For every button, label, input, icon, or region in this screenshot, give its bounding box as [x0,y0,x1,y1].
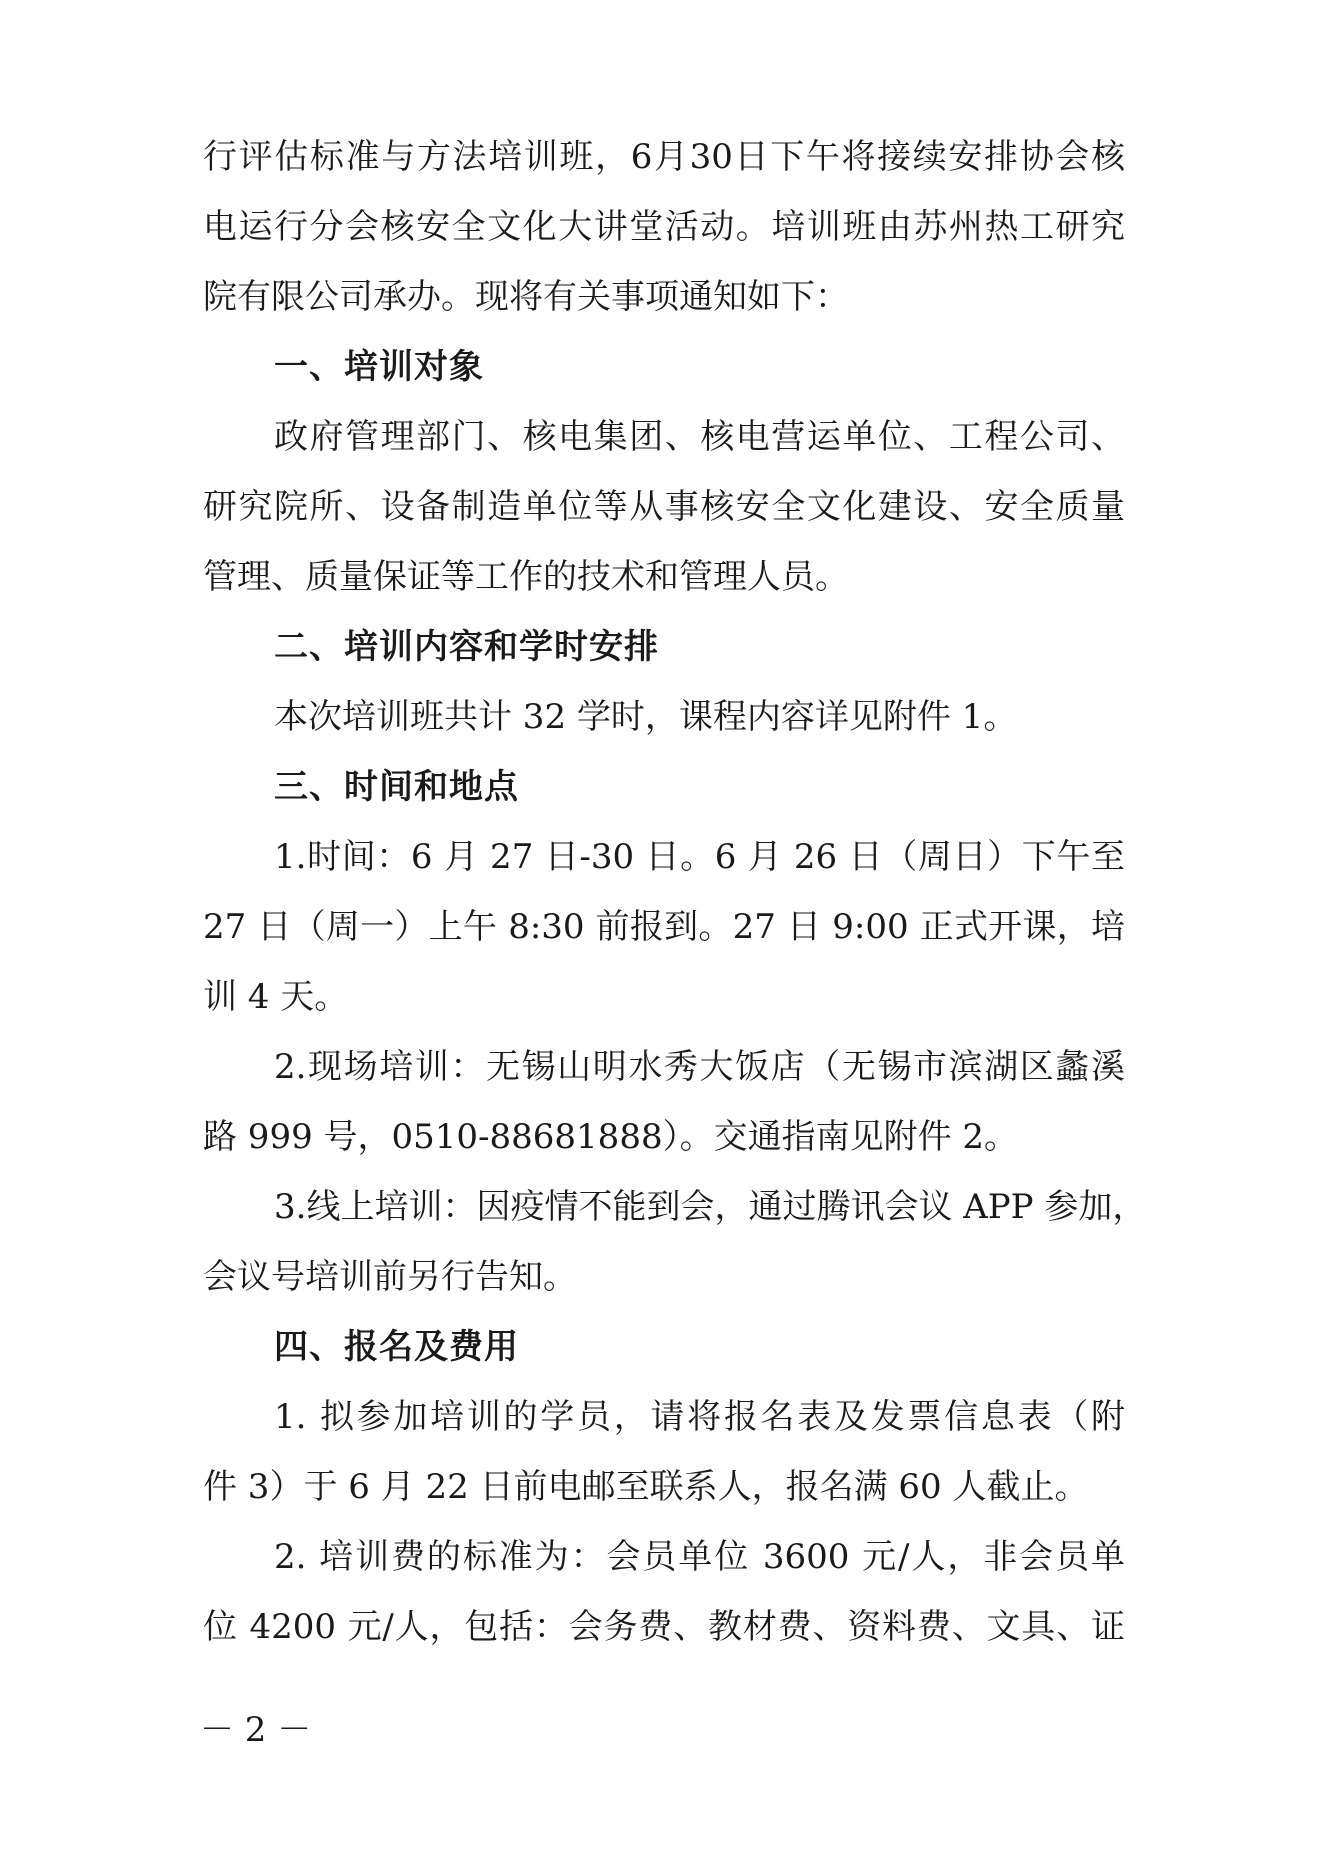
body-line [0,407,1323,467]
body-text: 本次培训班共计 32 学时，课程内容详见附件 1。 [274,697,1018,737]
body-text: 研究院所、设备制造单位等从事核安全文化建设、安全质量 [203,487,1125,527]
body-text: 路 999 号，0510-88681888）。交通指南见附件 2。 [203,1117,1019,1157]
heading-text: 二、培训内容和学时安排 [274,627,659,667]
body-line [0,1107,1323,1167]
body-line [0,197,1323,257]
body-text: 2. 培训费的标准为：会员单位 3600 元/人，非会员单 [274,1537,1125,1577]
section-heading-3 [0,757,1323,817]
body-line [0,477,1323,537]
section-heading-1 [0,337,1323,397]
body-text: 1.时间：6 月 27 日-30 日。6 月 26 日（周日）下午至 [274,837,1125,877]
body-text: 1. 拟参加培训的学员，请将报名表及发票信息表（附 [274,1397,1125,1437]
section-heading-4 [0,1317,1323,1377]
body-text: 管理、质量保证等工作的技术和管理人员。 [203,557,849,597]
body-line [0,967,1323,1027]
body-line [0,1527,1323,1587]
body-text: 件 3）于 6 月 22 日前电邮至联系人，报名满 60 人截止。 [203,1467,1089,1507]
body-line [0,687,1323,747]
body-text: 27 日（周一）上午 8:30 前报到。27 日 9:00 正式开课，培 [203,907,1125,947]
body-line [0,1597,1323,1657]
page-number: － 2 － [200,1710,312,1750]
body-line [0,1387,1323,1447]
heading-text: 四、报名及费用 [274,1327,519,1367]
body-text: 训 4 天。 [203,977,349,1017]
body-line [0,1177,1323,1237]
body-text: 会议号培训前另行告知。 [203,1257,577,1297]
body-text: 行评估标准与方法培训班，6月30日下午将接续安排协会核 [203,137,1125,177]
body-line [0,547,1323,607]
section-heading-2 [0,617,1323,677]
heading-text: 一、培训对象 [274,347,484,387]
body-line [0,897,1323,957]
body-text: 位 4200 元/人，包括：会务费、教材费、资料费、文具、证 [203,1607,1125,1647]
body-line [0,827,1323,887]
body-line [0,127,1323,187]
body-text: 院有限公司承办。现将有关事项通知如下： [203,277,849,317]
heading-text: 三、时间和地点 [274,767,519,807]
body-line [0,1037,1323,1097]
body-text: 3.线上培训：因疫情不能到会，通过腾讯会议 APP 参加， [274,1187,1147,1227]
body-text: 政府管理部门、核电集团、核电营运单位、工程公司、 [274,417,1125,457]
body-line [0,1457,1323,1517]
body-text: 2.现场培训：无锡山明水秀大饭店（无锡市滨湖区蠡溪 [274,1047,1125,1087]
body-text: 电运行分会核安全文化大讲堂活动。培训班由苏州热工研究 [203,207,1125,247]
body-line [0,1247,1323,1307]
body-line [0,267,1323,327]
